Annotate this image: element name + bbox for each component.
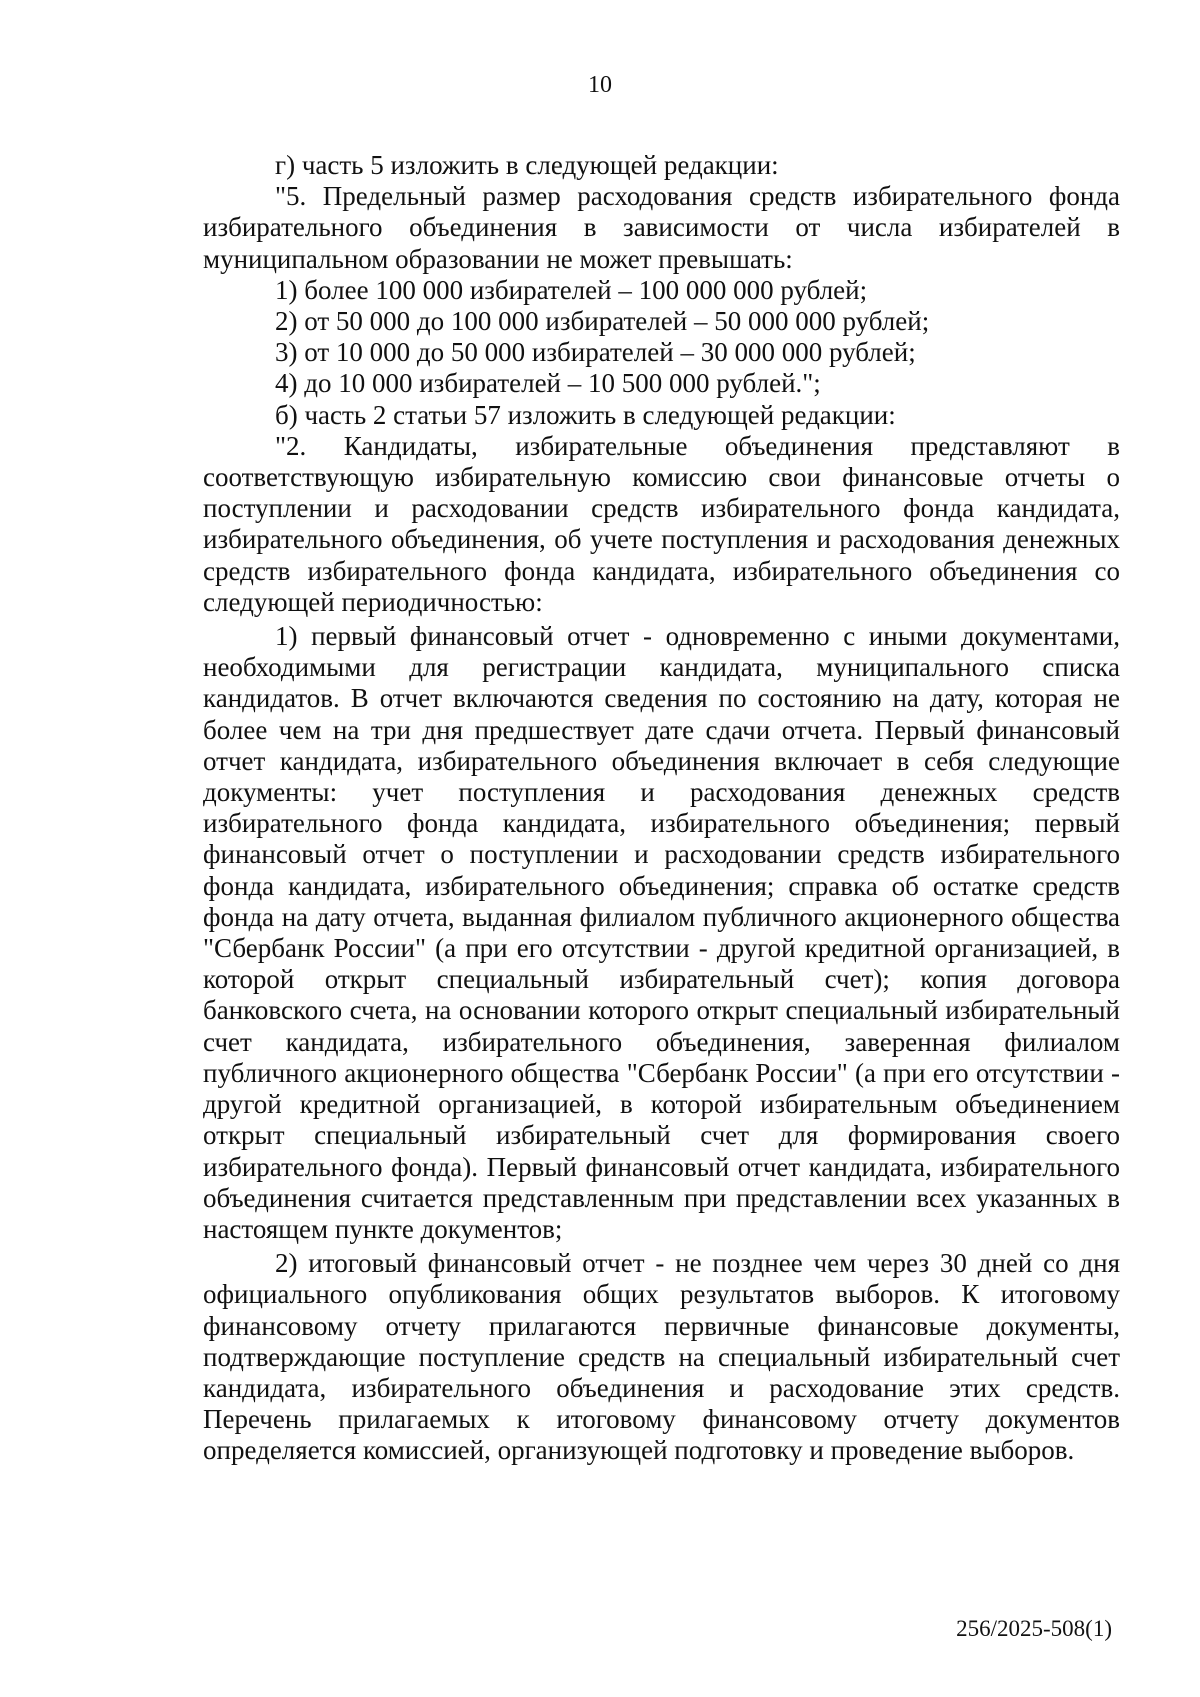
amendment-item-b: б) часть 2 статьи 57 изложить в следующей редакции: [275, 399, 896, 430]
limit-item-2: 2) от 50 000 до 100 000 избирателей – 50 000 000 рублей; [275, 306, 930, 337]
final-report-paragraph: 2) итоговый финансовый отчет - не позднее чем через 30 дней со дня официального опубликования общих результатов выборов. К итоговому финансовому отчету прилагаются первичные финансовые документы, подтверждающие поступление средств на специальный избирательный счет кандидата, избирательного объединения и расходование этих средств. Перечень прилагаемых к итоговому финансовому отчету документов определяется комиссией, организующей подготовку и проведение выборов. [203, 1248, 1120, 1466]
quoted-part-5-intro: "5. Предельный размер расходования средств избирательного фонда избирательного объединения в зависимости от числа избирателей в муниципальном образовании не может превышать: [203, 181, 1120, 274]
quoted-part-2-intro: "2. Кандидаты, избирательные объединения представляют в соответствующую избирательную комиссию свои финансовые отчеты о поступлении и расходовании средств избирательного фонда кандидата, избирательного объединения, об учете поступления и расходования денежных средств избирательного фонда кандидата, избирательного объединения со следующей периодичностью: [203, 430, 1120, 617]
document-code: 256/2025-508(1) [956, 1616, 1112, 1641]
limit-item-1: 1) более 100 000 избирателей – 100 000 000 рублей; [275, 274, 868, 305]
document-body [203, 150, 1120, 1467]
limit-item-4: 4) до 10 000 избирателей – 10 500 000 рублей."; [275, 368, 821, 399]
page-number: 10 [588, 72, 612, 98]
limit-item-3: 3) от 10 000 до 50 000 избирателей – 30 000 000 рублей; [275, 337, 916, 368]
amendment-item-g: г) часть 5 изложить в следующей редакции: [275, 150, 779, 180]
first-report-paragraph: 1) первый финансовый отчет - одновременно с иными документами, необходимыми для регистрации кандидата, муниципального списка кандидатов. В отчет включаются сведения по состоянию на дату, которая не более чем на три дня предшествует дате сдачи отчета. Первый финансовый отчет кандидата, избирательного объединения включает в себя следующие документы: учет поступления и расходования денежных средств избирательного фонда кандидата, избирательного объединения; первый финансовый отчет о поступлении и расходовании средств избирательного фонда кандидата, избирательного объединения; справка об остатке средств фонда на дату отчета, выданная филиалом публичного акционерного общества "Сбербанк России" (а при его отсутствии - другой кредитной организацией, в которой открыт специальный избирательный счет); копия договора банковского счета, на основании которого открыт специальный избирательный счет кандидата, избирательного объединения, заверенная филиалом публичного акционерного общества "Сбербанк России" (а при его отсутствии - другой кредитной организацией, в которой избирательным объединением открыт специальный избирательный счет для формирования своего избирательного фонда). Первый финансовый отчет кандидата, избирательного объединения считается представленным при представлении всех указанных в настоящем пункте документов; [203, 621, 1120, 1244]
